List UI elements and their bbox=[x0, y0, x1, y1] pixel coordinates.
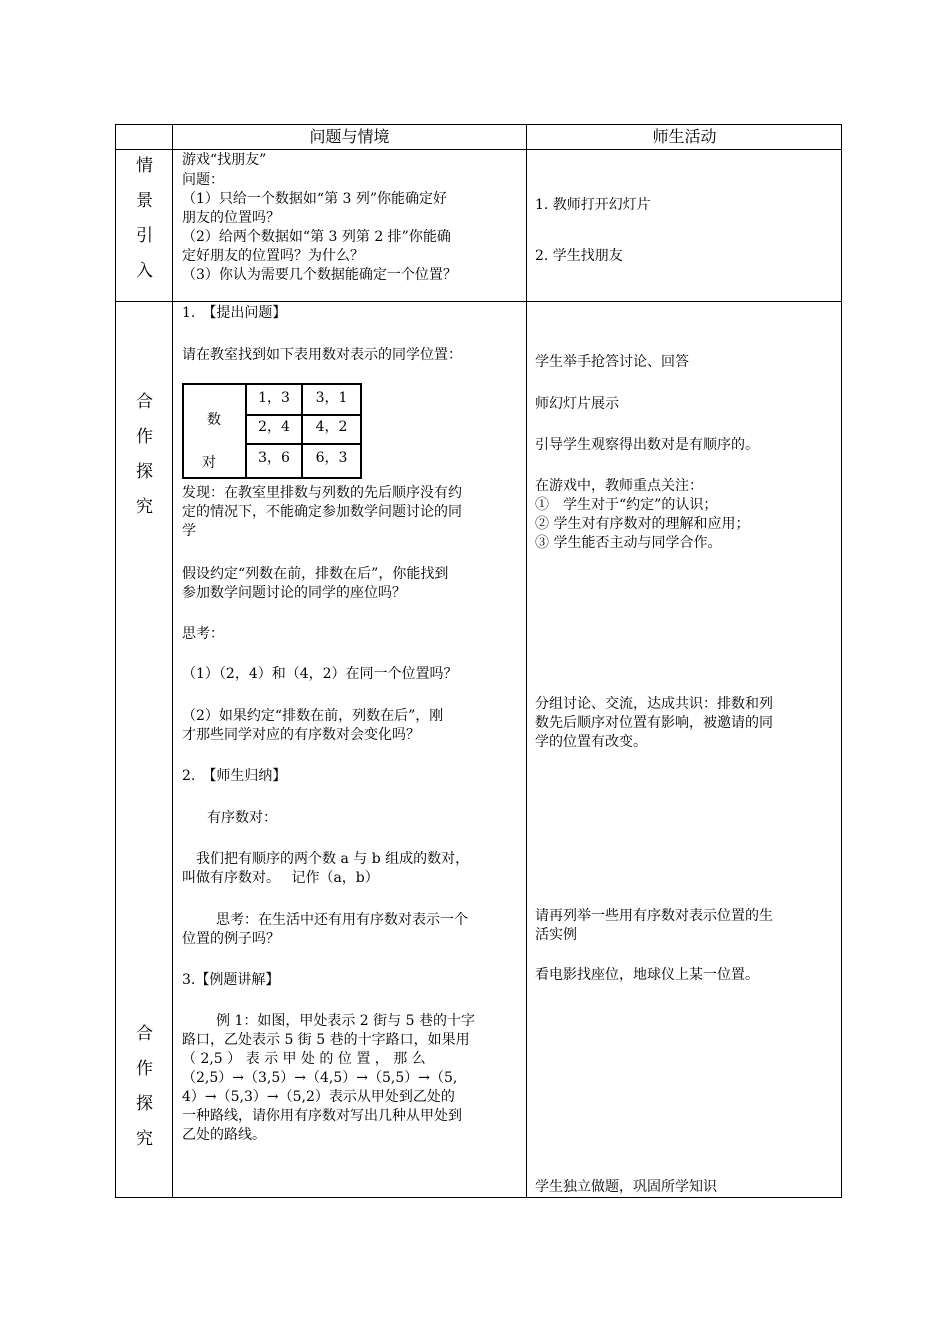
explore-text-line: （2,5）→（3,5）→（4,5）→（5,5）→（5, bbox=[182, 1070, 458, 1086]
explore-activity-line: ② 学生对有序数对的理解和应用； bbox=[535, 516, 750, 532]
explore-activity-line: 学生举手抢答讨论、回答 bbox=[535, 354, 689, 370]
intro-text-line: （2）给两个数据如“第 3 列第 2 排”你能确 bbox=[182, 229, 451, 245]
explore-text-line: 1. 【提出问题】 bbox=[182, 305, 287, 321]
mini-table-cell: 3，1 bbox=[315, 390, 348, 406]
explore-text-line: 请在教室找到如下表用数对表示的同学位置： bbox=[182, 347, 462, 363]
ordered-pair-table bbox=[182, 383, 362, 479]
mini-table-cell: 2，4 bbox=[258, 419, 290, 435]
section-char: 合 bbox=[136, 1024, 153, 1044]
section-char: 探 bbox=[136, 1094, 153, 1114]
explore-activity-line: 引导学生观察得出数对是有顺序的。 bbox=[535, 437, 759, 453]
explore-text-line: 参加数学问题讨论的同学的座位吗？ bbox=[182, 585, 406, 601]
intro-text-line: （3）你认为需要几个数据能确定一个位置？ bbox=[182, 267, 457, 283]
explore-text-line: 定的情况下，不能确定参加数学问题讨论的同 bbox=[182, 504, 462, 520]
explore-activity-line: 师幻灯片展示 bbox=[535, 396, 619, 412]
explore-text-line: 乙处的路线。 bbox=[182, 1127, 266, 1143]
section-char: 合 bbox=[136, 392, 153, 412]
mini-table-cell: 4，2 bbox=[315, 419, 348, 435]
explore-text-line: 3.【例题讲解】 bbox=[182, 972, 280, 988]
explore-activity-line: 活实例 bbox=[535, 927, 577, 943]
explore-text-line: 才那些同学对应的有序数对会变化吗？ bbox=[182, 727, 420, 743]
section-char: 景 bbox=[136, 191, 153, 211]
header-activity: 师生活动 bbox=[652, 127, 717, 146]
intro-text-line: （1）只给一个数据如“第 3 列”你能确定好 bbox=[182, 191, 448, 207]
section-char: 情 bbox=[136, 156, 153, 176]
row-divider bbox=[116, 301, 841, 302]
section-label-intro bbox=[116, 149, 173, 289]
explore-activity-line: 数先后顺序对位置有影响，被邀请的同 bbox=[535, 715, 773, 731]
explore-activity-line: 学生独立做题，巩固所学知识 bbox=[535, 1179, 717, 1195]
explore-activity-line: ③ 学生能否主动与同学合作。 bbox=[535, 535, 722, 551]
explore-text-line: 思考：在生活中还有用有序数对表示一个 bbox=[216, 912, 468, 928]
explore-text-line: 位置的例子吗？ bbox=[182, 931, 280, 947]
mini-table-cell: 1，3 bbox=[258, 390, 290, 406]
section-label-explore-2 bbox=[116, 1017, 173, 1157]
intro-text-line: 问题： bbox=[182, 172, 224, 188]
explore-text-line: 例 1：如图，甲处表示 2 街与 5 巷的十字 bbox=[216, 1013, 475, 1029]
explore-text-line: 叫做有序数对。 记作（a，b） bbox=[182, 870, 379, 886]
mini-table-label: 数 bbox=[207, 412, 221, 428]
explore-activity-line: ① 学生对于“约定”的认识； bbox=[535, 497, 718, 513]
explore-text-line: 发现：在教室里排数与列数的先后顺序没有约 bbox=[182, 485, 462, 501]
explore-text-line: （1）（2，4）和（4，2）在同一个位置吗？ bbox=[182, 666, 458, 682]
explore-activity-line: 看电影找座位，地球仪上某一位置。 bbox=[535, 967, 759, 983]
intro-activity-line: 1. 教师打开幻灯片 bbox=[535, 197, 651, 213]
explore-text-line: 假设约定“列数在前，排数在后”，你能找到 bbox=[182, 566, 449, 582]
explore-text-line: 路口，乙处表示 5 街 5 巷的十字路口，如果用 bbox=[182, 1032, 470, 1048]
intro-text-line: 朋友的位置吗？ bbox=[182, 210, 280, 226]
mini-table-cell: 6，3 bbox=[315, 450, 348, 466]
explore-activity-line: 分组讨论、交流，达成共识：排数和列 bbox=[535, 696, 773, 712]
explore-text-line: 学 bbox=[182, 523, 196, 539]
explore-text-line: 一种路线，请你用有序数对写出几种从甲处到 bbox=[182, 1108, 462, 1124]
explore-text-line: 有序数对： bbox=[207, 810, 277, 826]
mini-table-cell: 3，6 bbox=[258, 450, 290, 466]
explore-text-line: 我们把有顺序的两个数 a 与 b 组成的数对， bbox=[196, 851, 470, 867]
mini-table-label: 对 bbox=[202, 455, 216, 471]
explore-text-line: 2. 【师生归纳】 bbox=[182, 768, 287, 784]
explore-text-line: （ 2,5 ） 表 示 甲 处 的 位 置 ， 那 么 bbox=[182, 1051, 426, 1067]
section-char: 入 bbox=[136, 261, 153, 281]
explore-text-line: （2）如果约定“排数在前，列数在后”，刚 bbox=[182, 708, 444, 724]
section-char: 作 bbox=[136, 427, 153, 447]
section-char: 究 bbox=[136, 1129, 153, 1149]
section-label-explore bbox=[116, 385, 173, 525]
explore-text-line: 4）→（5,3）→（5,2）表示从甲处到乙处的 bbox=[182, 1089, 455, 1105]
section-char: 探 bbox=[136, 462, 153, 482]
explore-activity-line: 请再列举一些用有序数对表示位置的生 bbox=[535, 908, 773, 924]
section-char: 作 bbox=[136, 1059, 153, 1079]
explore-activity-line: 在游戏中，教师重点关注： bbox=[535, 478, 703, 494]
intro-activity-line: 2. 学生找朋友 bbox=[535, 248, 623, 264]
header-question: 问题与情境 bbox=[309, 127, 390, 146]
explore-activity-line: 学的位置有改变。 bbox=[535, 734, 647, 750]
intro-text-line: 定好朋友的位置吗？为什么？ bbox=[182, 248, 364, 264]
section-char: 究 bbox=[136, 497, 153, 517]
explore-text-line: 思考： bbox=[182, 626, 224, 642]
column-divider bbox=[526, 125, 527, 1197]
intro-text-line: 游戏“找朋友” bbox=[182, 152, 267, 168]
section-char: 引 bbox=[136, 226, 153, 246]
